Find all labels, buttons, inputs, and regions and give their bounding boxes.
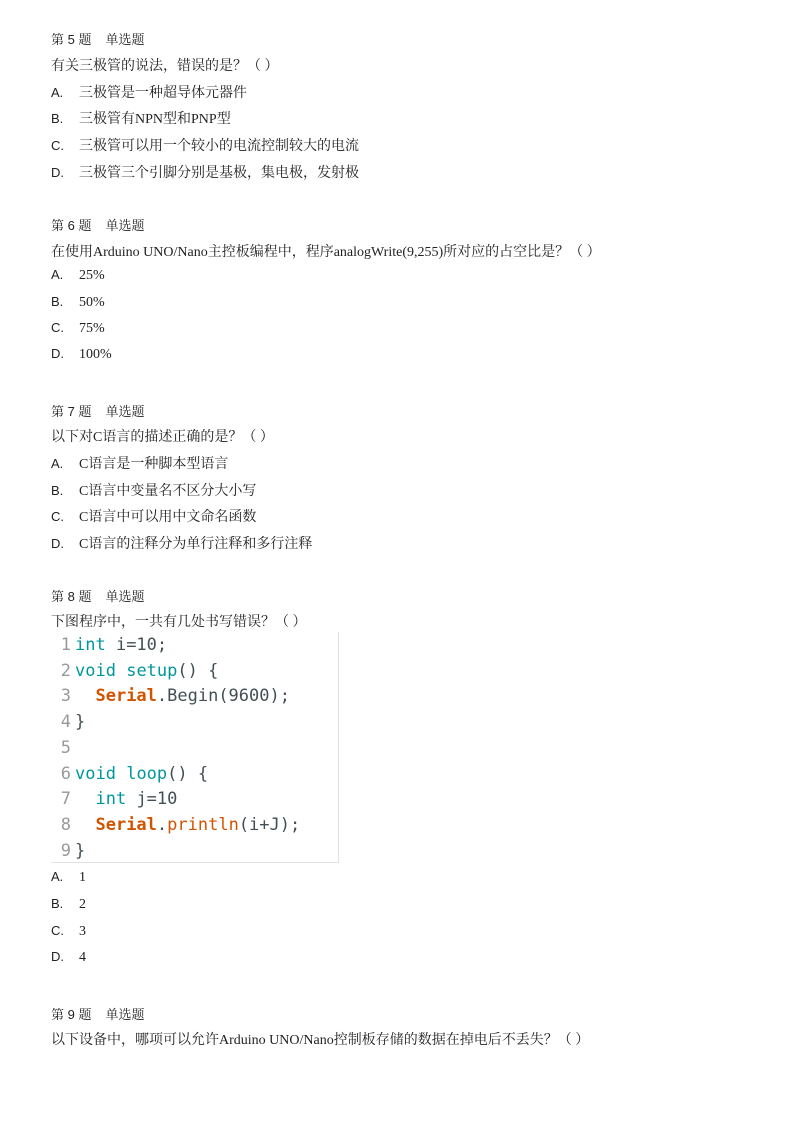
option-text: 三极管可以用一个较小的电流控制较大的电流 (79, 139, 359, 154)
code-token: int (95, 789, 127, 810)
code-line (51, 761, 208, 787)
question-7-option-d[interactable] (51, 533, 312, 553)
code-line (51, 838, 85, 864)
line-number: 9 (60, 840, 71, 861)
line-number: 4 (60, 712, 71, 733)
question-7-option-c[interactable] (51, 506, 256, 526)
code-token (116, 661, 126, 681)
option-letter: D. (51, 536, 64, 551)
question-number: 第 9 题 (51, 1007, 92, 1022)
question-5-header (51, 29, 144, 48)
line-number: 7 (60, 789, 71, 810)
question-9-header (51, 1004, 144, 1023)
option-letter: D. (51, 949, 64, 964)
code-token: setup (126, 660, 178, 681)
option-text: 1 (79, 870, 86, 885)
option-letter: C. (51, 138, 64, 153)
code-token: Serial (95, 814, 157, 835)
question-type: 单选题 (105, 589, 145, 604)
code-token: } (75, 712, 86, 733)
line-number: 3 (60, 686, 71, 707)
line-number: 5 (60, 737, 71, 758)
option-letter: C. (51, 923, 64, 938)
option-text: 三极管三个引脚分别是基极，集电极，发射极 (79, 166, 359, 181)
question-8-stem: 下图程序中，一共有几处书写错误？（ ） (51, 615, 307, 630)
code-token: } (75, 840, 86, 861)
question-5-option-a[interactable] (51, 82, 247, 102)
code-token: void (75, 660, 116, 681)
question-type: 单选题 (105, 218, 145, 233)
option-letter: A. (51, 456, 64, 471)
code-line (51, 632, 167, 658)
question-8-option-d[interactable] (51, 949, 86, 966)
code-token: j=10 (126, 789, 178, 810)
code-snippet (51, 632, 339, 863)
code-line (51, 812, 300, 838)
code-token: println (167, 814, 239, 835)
option-text: 2 (79, 897, 86, 912)
option-letter: D. (51, 346, 64, 361)
code-token: (i+J); (238, 814, 301, 835)
option-letter: B. (51, 111, 64, 126)
code-token: () { (167, 763, 209, 784)
question-7-stem: 以下对C语言的描述正确的是？（ ） (51, 430, 274, 445)
question-5-option-c[interactable] (51, 135, 359, 155)
code-line (51, 786, 177, 812)
option-text: 三极管是一种超导体元器件 (79, 86, 247, 101)
question-6-option-c[interactable] (51, 320, 105, 337)
question-9-stem: 以下设备中，哪项可以允许Arduino UNO/Nano控制板存储的数据在掉电后不丢失？（ ） (51, 1033, 590, 1048)
option-text: 4 (79, 950, 86, 965)
question-5-stem: 有关三极管的说法，错误的是？（ ） (51, 59, 279, 74)
code-line (51, 735, 75, 761)
option-text: 75% (79, 321, 105, 336)
option-text: 25% (79, 268, 105, 283)
option-text: 三极管有NPN型和PNP型 (79, 112, 231, 127)
code-line (51, 683, 290, 709)
line-number: 6 (60, 763, 71, 784)
code-token: loop (126, 763, 168, 784)
code-token: void (75, 763, 116, 784)
question-5-option-b[interactable] (51, 108, 231, 128)
code-token: () { (177, 660, 219, 681)
question-6-option-a[interactable] (51, 267, 105, 284)
option-text: 50% (79, 295, 105, 310)
question-8-option-a[interactable] (51, 869, 86, 886)
code-token: . (156, 814, 168, 835)
question-6-header (51, 215, 144, 234)
line-number: 8 (60, 814, 71, 835)
option-letter: A. (51, 869, 64, 884)
question-type: 单选题 (105, 1007, 145, 1022)
option-letter: B. (51, 483, 64, 498)
option-text: 100% (79, 347, 112, 362)
question-number: 第 7 题 (51, 404, 92, 419)
code-token: i=10; (105, 635, 168, 655)
option-letter: D. (51, 165, 64, 180)
line-number: 1 (60, 635, 71, 655)
code-line (51, 709, 85, 735)
code-token: Serial (95, 686, 157, 707)
question-7-option-a[interactable] (51, 453, 228, 473)
question-number: 第 6 题 (51, 218, 92, 233)
question-type: 单选题 (105, 32, 145, 47)
question-6-stem: 在使用Arduino UNO/Nano主控板编程中，程序analogWrite(9,255)所对应的占空比是？（ ） (51, 245, 601, 260)
question-7-option-b[interactable] (51, 480, 256, 500)
question-7-header (51, 401, 144, 420)
code-token: int (75, 635, 106, 655)
option-text: C语言中可以用中文命名函数 (79, 510, 257, 525)
option-letter: C. (51, 320, 64, 335)
question-6-option-d[interactable] (51, 346, 112, 363)
option-text: C语言的注释分为单行注释和多行注释 (79, 537, 313, 552)
option-letter: B. (51, 896, 64, 911)
option-text: 3 (79, 924, 86, 939)
option-letter: B. (51, 294, 64, 309)
code-token: .Begin(9600); (156, 686, 290, 707)
question-8-header (51, 586, 144, 605)
option-text: C语言中变量名不区分大小写 (79, 484, 257, 499)
code-token (116, 764, 126, 784)
question-number: 第 8 题 (51, 589, 92, 604)
question-5-option-d[interactable] (51, 162, 359, 182)
code-line (51, 658, 218, 684)
option-letter: A. (51, 267, 64, 282)
question-8-option-c[interactable] (51, 923, 86, 940)
question-8-option-b[interactable] (51, 896, 86, 913)
question-6-option-b[interactable] (51, 294, 105, 311)
option-letter: A. (51, 85, 64, 100)
question-number: 第 5 题 (51, 32, 92, 47)
option-text: C语言是一种脚本型语言 (79, 457, 229, 472)
option-letter: C. (51, 509, 64, 524)
line-number: 2 (60, 660, 71, 681)
question-type: 单选题 (105, 404, 145, 419)
